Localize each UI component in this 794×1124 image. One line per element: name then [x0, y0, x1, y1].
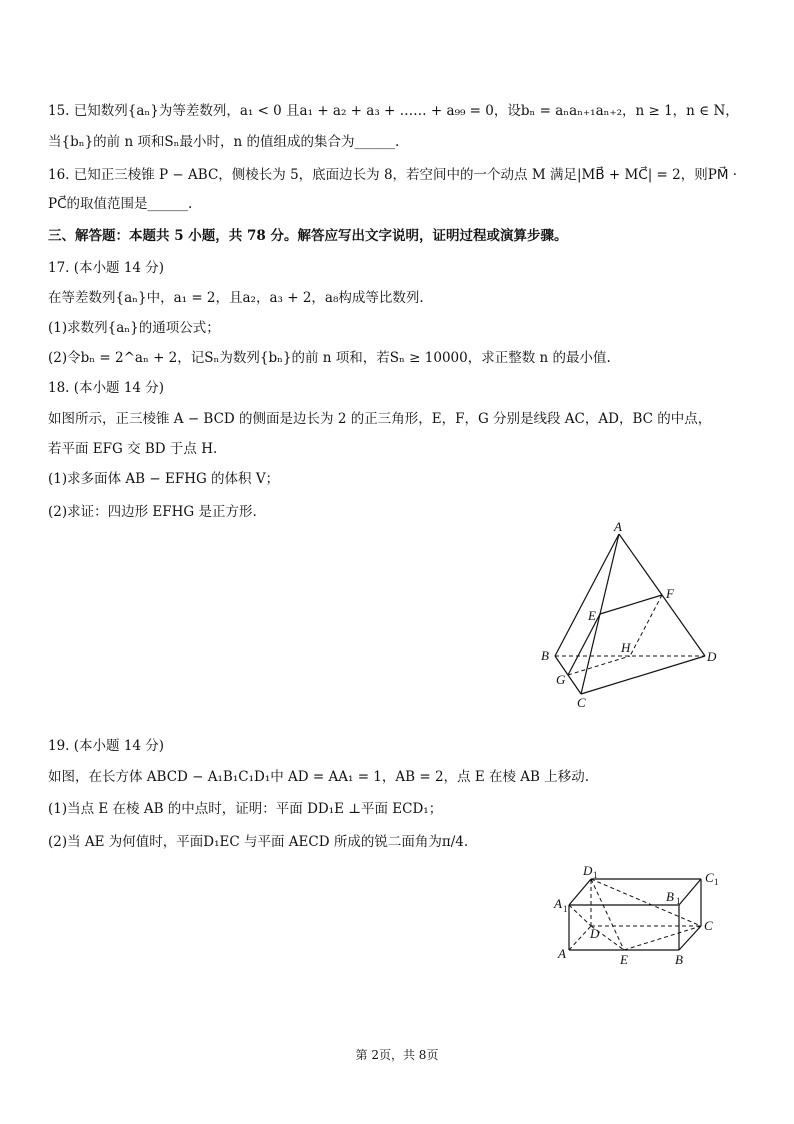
q15-line2: 当{bₙ}的前 n 项和Sₙ最小时，n 的值组成的集合为______.: [48, 134, 400, 150]
label-b1: B: [666, 889, 674, 904]
q19-part2: (2)当 AE 为何值时，平面D₁EC 与平面 AECD 所成的锐二面角为π/4.: [48, 834, 469, 850]
q19-stem: 如图，在长方体 ABCD − A₁B₁C₁D₁中 AD = AA₁ = 1，AB = 2，点 E 在棱 AB 上移动.: [48, 769, 590, 785]
page-footer: 第 2页，共 8页: [355, 1048, 439, 1062]
edge-a1d1: [569, 879, 591, 905]
edge-cd: [581, 656, 705, 694]
segment-gh-hidden: [568, 656, 630, 675]
q16-line2: PC⃗的取值范围是______.: [48, 196, 193, 212]
label-b1-sub: 1: [676, 896, 681, 906]
q16-line1: 16. 已知正三棱锥 P − ABC，侧棱长为 5，底面边长为 8，若空间中的一个动点 M 满足|MB⃗ + MC⃗| = 2，则PM⃗ ·: [48, 167, 738, 183]
cuboid-figure: [548, 858, 738, 973]
q18-header: 18. (本小题 14 分): [48, 380, 165, 396]
segment-d1c: [591, 879, 701, 926]
edge-b1c1: [679, 879, 701, 905]
label-a: A: [614, 520, 622, 534]
label-h: H: [621, 640, 631, 655]
q19-part1: (1)当点 E 在棱 AB 的中点时，证明：平面 DD₁E ⊥平面 ECD₁；: [48, 801, 443, 817]
q19-header: 19. (本小题 14 分): [48, 738, 165, 754]
label-a1-sub: 1: [563, 904, 568, 914]
q18-stem1: 如图所示，正三棱锥 A − BCD 的侧面是边长为 2 的正三角形，E，F，G 分别是线段 AC，AD，BC 的中点，: [48, 411, 712, 427]
label-d1-sub: 1: [593, 870, 598, 880]
q17-header: 17. (本小题 14 分): [48, 260, 165, 276]
q17-stem: 在等差数列{aₙ}中，a₁ = 2，且a₂，a₃ + 2，a₈构成等比数列.: [48, 290, 424, 306]
label-d: D: [590, 926, 600, 941]
q17-part1: (1)求数列{aₙ}的通项公式；: [48, 320, 220, 336]
label-d: D: [707, 649, 717, 664]
label-d1: D: [583, 863, 593, 878]
label-a: A: [558, 946, 566, 961]
segment-fh-hidden: [630, 595, 662, 656]
q18-part2: (2)求证：四边形 EFHG 是正方形.: [48, 504, 257, 520]
edge-bc: [679, 926, 701, 950]
label-c: C: [577, 695, 586, 710]
label-c1-sub: 1: [714, 877, 719, 887]
section3-heading: 三、解答题：本题共 5 小题，共 78 分。解答应写出文字说明，证明过程或演算步骤。: [48, 228, 568, 244]
label-e: E: [588, 608, 596, 623]
q18-part1: (1)求多面体 AB − EFHG 的体积 V；: [48, 471, 280, 487]
label-b: B: [541, 648, 549, 663]
label-a1: A: [554, 896, 562, 911]
label-c1: C: [705, 870, 714, 885]
q18-stem2: 若平面 EFG 交 BD 于点 H.: [48, 441, 218, 457]
q15-line1: 15. 已知数列{aₙ}为等差数列，a₁ < 0 且a₁ + a₂ + a₃ + …… + a₉₉ = 0，设bₙ = aₙaₙ₊₁aₙ₊₂，n ≥ 1，n ∈ N，: [48, 103, 739, 119]
label-b: B: [675, 952, 683, 967]
tetrahedron-figure: [535, 520, 735, 710]
label-g: G: [556, 672, 566, 687]
segment-ef: [600, 595, 662, 614]
q17-part2: (2)令bₙ = 2^aₙ + 2，记Sₙ为数列{bₙ}的前 n 项和，若Sₙ ≥ 10000，求正整数 n 的最小值.: [48, 350, 611, 366]
segment-a1d: [569, 905, 591, 926]
label-f: F: [666, 586, 674, 601]
label-c: C: [704, 918, 713, 933]
label-e: E: [620, 952, 628, 967]
edge-ad-hidden: [569, 926, 591, 950]
